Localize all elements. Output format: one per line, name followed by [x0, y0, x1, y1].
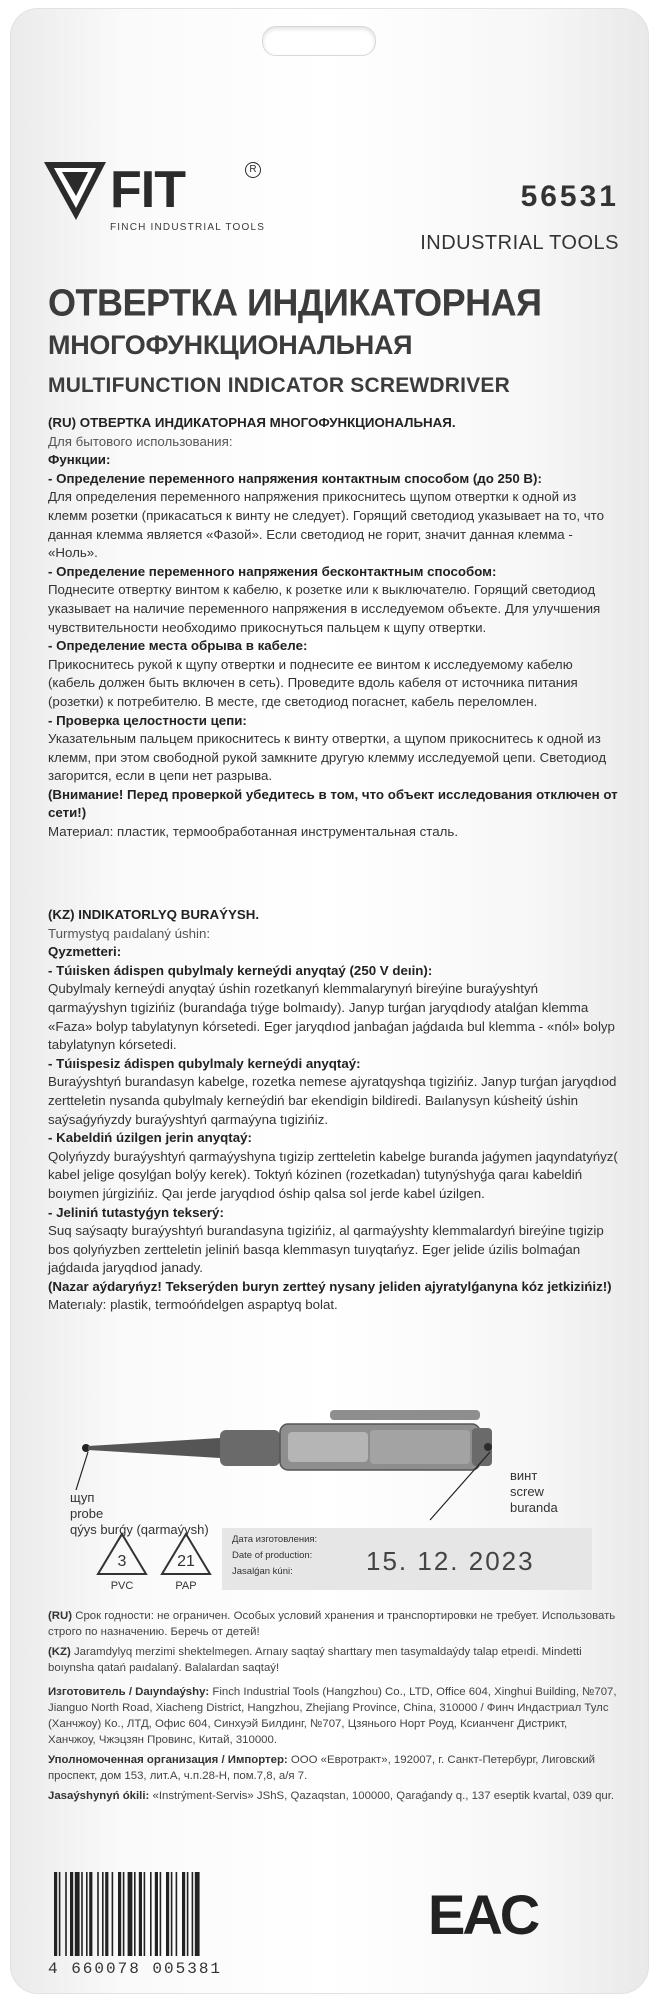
ru-use: Для бытового использования: — [48, 433, 233, 449]
barcode-number: 4 660078 005381 — [48, 1960, 223, 1978]
recycle-pvc-label: PVC — [110, 1580, 134, 1592]
kz-rep-label: Jasaýshynyń ókili: — [48, 1790, 150, 1802]
barcode-bar — [134, 1872, 136, 1956]
barcode-bar — [118, 1872, 121, 1956]
recycle-pap-icon — [156, 1530, 216, 1580]
barcode-bar — [81, 1872, 83, 1956]
barcode-bar — [176, 1872, 178, 1956]
kz-instructions — [48, 906, 618, 1315]
kz-f3-title: - Kabeldiń úzilgen jerin anyqtaý: — [48, 1130, 252, 1146]
probe-shaft — [88, 1438, 220, 1458]
ru-functions-label: Функции: — [48, 452, 111, 468]
barcode-bar — [150, 1872, 152, 1956]
screw-icon — [484, 1443, 492, 1451]
handle-window — [288, 1432, 368, 1462]
kz-material: Materıaly: plastik, termoóńdelgen aspaptyq bolat. — [48, 1297, 338, 1313]
date-label-ru: Дата изготовления: — [232, 1534, 318, 1545]
ru-f3-text: Прикоснитесь рукой к щупу отвертки и поднесите ее винтом к исследуемому кабелю (кабель должен быть включен в сеть). Проведите вдоль кабеля от источника питания (розетки) к потребителю. В месте, где светодиод погаснет, кабель переломлен. — [48, 656, 578, 709]
recycle-pvc-icon — [92, 1530, 152, 1580]
pocket-clip — [330, 1410, 480, 1420]
ru-f1-title: - Определение переменного напряжения контактным способом (до 250 В): — [48, 470, 542, 486]
ru-shelf-life: Срок годности: не ограничен. Особых условий хранения и транспортировки не требует. Использовать строго по назначению. Беречь от детей! — [48, 1610, 616, 1638]
logo-wordmark: FIT — [110, 161, 185, 219]
barcode-bar — [123, 1872, 125, 1956]
probe-label-kz: qýys burǵy (qarmaýysh) — [70, 1522, 209, 1537]
svg-text:21: 21 — [177, 1553, 195, 1570]
screw-labels — [510, 1468, 558, 1516]
barcode-bar — [54, 1872, 57, 1956]
screw-label-en: screw — [510, 1484, 544, 1499]
barcode-bar — [86, 1872, 88, 1956]
barcode-bar — [192, 1872, 194, 1956]
category-label: INDUSTRIAL TOOLS — [420, 232, 619, 254]
barcode-bar — [105, 1872, 108, 1956]
recycle-pap-label: PAP — [175, 1580, 197, 1592]
ru-f2-text: Поднесите отвертку винтом к кабелю, к розетке или к выключателю. Горящий светодиод указывает на наличие переменного напряжения в исследуемом объекте. Для улучшения чувствительности необходимо прикоснуться пальцем к щупу отвертки. — [48, 582, 601, 635]
barcode-bar — [102, 1872, 104, 1956]
manufacturer-address: Finch Industrial Tools (Hangzhou) Co., LTD, Office 604, Xinghui Building, №707, Jianguo North Road, Xiacheng District, Hangzhou, Zhejiang Province, China, 310000 / Финч Индастриал Тулс (Ханчжоу) Ко., ЛТД, Офис 604, Синхуэй Билдинг, №707, Цзянього Норт Роуд, Ксианченг Дистрикт, Ханчжоу, Чжэцзян Провинс, Китай, 310000. — [48, 1686, 617, 1746]
barcode-bar — [65, 1872, 67, 1956]
importer-address: ООО «Евротракт», 192007, г. Санкт-Петербург, Лиговский проспект, дом 153, лит.А, ч.п.28-Н, пом.7,8, а/я 7. — [48, 1754, 596, 1782]
fit-logo-icon — [40, 160, 110, 222]
ru-f3-title: - Определение места обрыва в кабеле: — [48, 638, 308, 654]
ru-f1-text: Для определения переменного напряжения прикоснитесь щупом отвертки к одной из клемм розетки (прикасаться к винту не следует). Горящий светодиод указывает на то, что данная клемма является «Фазой». Если светодиод не горит, значит данная клемма - «Ноль». — [48, 489, 604, 561]
kz-f3-text: Qolyńyzdy buraýyshtyń qarmaýyshyna tıgizip zertteletin kabelge buranda jaǵymen jaqyndatyńyz( kabel jelige qosylǵan bolýy kerek). Toktyń kózinen (rozetkadan) tutynýshyǵa qaraı kabeldiń boıymen júrgizińiz. Qaı jerde jaryqdıod óship qalsa sol jerde kabel úzilgen. — [48, 1148, 618, 1201]
ru-heading: (RU) ОТВЕРТКА ИНДИКАТОРНАЯ МНОГОФУНКЦИОНАЛЬНАЯ. — [48, 415, 456, 430]
kz-functions-label: Qyzmetteri: — [48, 944, 122, 960]
title-ru-line1: ОТВЕРТКА ИНДИКАТОРНАЯ — [48, 280, 542, 324]
barcode-bar — [70, 1872, 73, 1956]
kz-f1-title: - Túıisken ádispen qubylmaly kerneýdi anyqtaý (250 V deıin): — [48, 962, 433, 978]
logo-tagline: FINCH INDUSTRIAL TOOLS — [110, 222, 266, 233]
ru-f4-title: - Проверка целостности цепи: — [48, 712, 247, 728]
kz-f4-title: - Jeliniń tutastyǵyn tekserý: — [48, 1204, 224, 1220]
fit-logo — [40, 160, 290, 270]
kz-shelf-life: Jaramdylyq merzimi shektelmegen. Arnaıy saqtaý sharttary men tasymaldaýdy talap etpeıdi. Mindetti boıynsha qatań paıdalaný. Balalardan saqtaý! — [48, 1646, 582, 1674]
ru-instructions — [48, 414, 618, 842]
production-date: 15. 12. 2023 — [366, 1546, 535, 1576]
barcode-bar — [75, 1872, 80, 1956]
eac-mark: EAC — [428, 1883, 538, 1946]
screw-label-ru: винт — [510, 1468, 538, 1483]
barcode-bar — [89, 1872, 92, 1956]
fine-print — [48, 1608, 618, 1808]
barcode-bar — [144, 1872, 146, 1956]
kz-f4-text: Suq saýsaqty buraýyshtyń burandasyna tıgizińiz, al qarmaýyshty klemmalardyń bireýine tıgizip bos qolyńyzben zertteletin jeliniń basqa klemmasyn tuıyqtańyz. Eger jelide úzilis bolmaǵan jaǵdaıda jaryqdıod janady. — [48, 1223, 604, 1276]
ru-f2-title: - Определение переменного напряжения бесконтактным способом: — [48, 563, 497, 579]
barcode — [48, 1872, 288, 1978]
title-ru-line2: МНОГОФУНКЦИОНАЛЬНАЯ — [48, 330, 413, 360]
barcode-bar — [187, 1872, 189, 1956]
kz-f2-title: - Túıispesiz ádispen qubylmaly kerneýdi anyqtaý: — [48, 1055, 361, 1071]
kz-heading: (KZ) INDIKATORLYQ BURAÝYSH. — [48, 907, 260, 922]
barcode-bar — [112, 1872, 114, 1956]
date-label-kz: Jasalǵan kúni: — [232, 1566, 293, 1577]
handle-grip — [220, 1430, 280, 1466]
ru-f4-text: Указательным пальцем прикоснитесь к винту отвертки, а щупом прикоснитесь к одной из клемм, при этом свободной рукой замкните другую клемму исследуемой цепи. Светодиод загорится, если в цепи нет разрыва. — [48, 731, 607, 784]
article-number: 56531 — [520, 180, 619, 213]
kz-rep-address: «Instrýment-Servis» JShS, Qazaqstan, 100000, Qaraǵandy q., 137 eseptik kvartal, 039 qur. — [152, 1790, 615, 1802]
screw-label-kz: buranda — [510, 1500, 558, 1515]
barcode-bar — [182, 1872, 185, 1956]
svg-text:3: 3 — [117, 1553, 127, 1570]
manufacturer-label: Изготовитель / Daıyndaýshy: — [48, 1686, 210, 1698]
probe-label-en: probe — [70, 1506, 104, 1521]
barcode-bar — [160, 1872, 162, 1956]
barcode-bar — [59, 1872, 61, 1956]
barcode-bar — [171, 1872, 173, 1956]
kz-use: Turmystyq paıdalaný úshin: — [48, 925, 211, 941]
hang-hole — [262, 26, 376, 56]
title-en: MULTIFUNCTION INDICATOR SCREWDRIVER — [48, 374, 510, 397]
ru-material: Материал: пластик, термообработанная инструментальная сталь. — [48, 824, 459, 840]
date-label-en: Date of production: — [232, 1550, 313, 1561]
barcode-bar — [155, 1872, 158, 1956]
registered-icon: R — [245, 162, 261, 178]
ru-shelf-prefix: (RU) — [48, 1610, 73, 1622]
production-date-box — [222, 1528, 592, 1590]
kz-shelf-prefix: (KZ) — [48, 1646, 71, 1658]
barcode-bars — [48, 1872, 288, 1958]
barcode-bar — [166, 1872, 169, 1956]
barcode-bar — [195, 1872, 200, 1956]
barcode-bar — [128, 1872, 133, 1956]
kz-f2-text: Buraýyshtyń burandasyn kabelge, rozetka nemese ajyratqyshqa tıgizińiz. Janyp turǵan jaryqdıod zertteletin nysanda qubylmaly kerneýdiń bar ekendigin bildiredi. Baılanysyn kúsheitý úshin saýsaǵyńyzdy buraýyshtyń qarmaýyna tıgizińiz. — [48, 1074, 617, 1127]
probe-label-ru: щуп — [70, 1490, 95, 1505]
handle-clip — [370, 1430, 470, 1464]
ru-warning: (Внимание! Перед проверкой убедитесь в том, что объект исследования отключен от сети!) — [48, 786, 618, 821]
importer-label: Уполномоченная организация / Импортер: — [48, 1754, 288, 1766]
barcode-bar — [139, 1872, 142, 1956]
kz-warning: (Nazar aýdaryńyz! Tekserýden buryn zertteý nysany jeliden ajyratylǵanyna kóz jetkizińiz!) — [48, 1278, 612, 1294]
kz-f1-text: Qubylmaly kerneýdi anyqtaý úshin rozetkanyń klemmalarynyń bireýine buraýyshtyń qarmaýyshyn tıgizińiz (burandaǵa tıýge bolmaıdy). Janyp turǵan jaryqdıody atalǵan klemma «Faza» bolyp tabylatynyn kórsetedi. Eger jaryqdıod janbaǵan jaǵdaıda bul klemma - «nól» bolyp tabylatynyn kórsetedi. — [48, 981, 615, 1053]
barcode-bar — [97, 1872, 99, 1956]
